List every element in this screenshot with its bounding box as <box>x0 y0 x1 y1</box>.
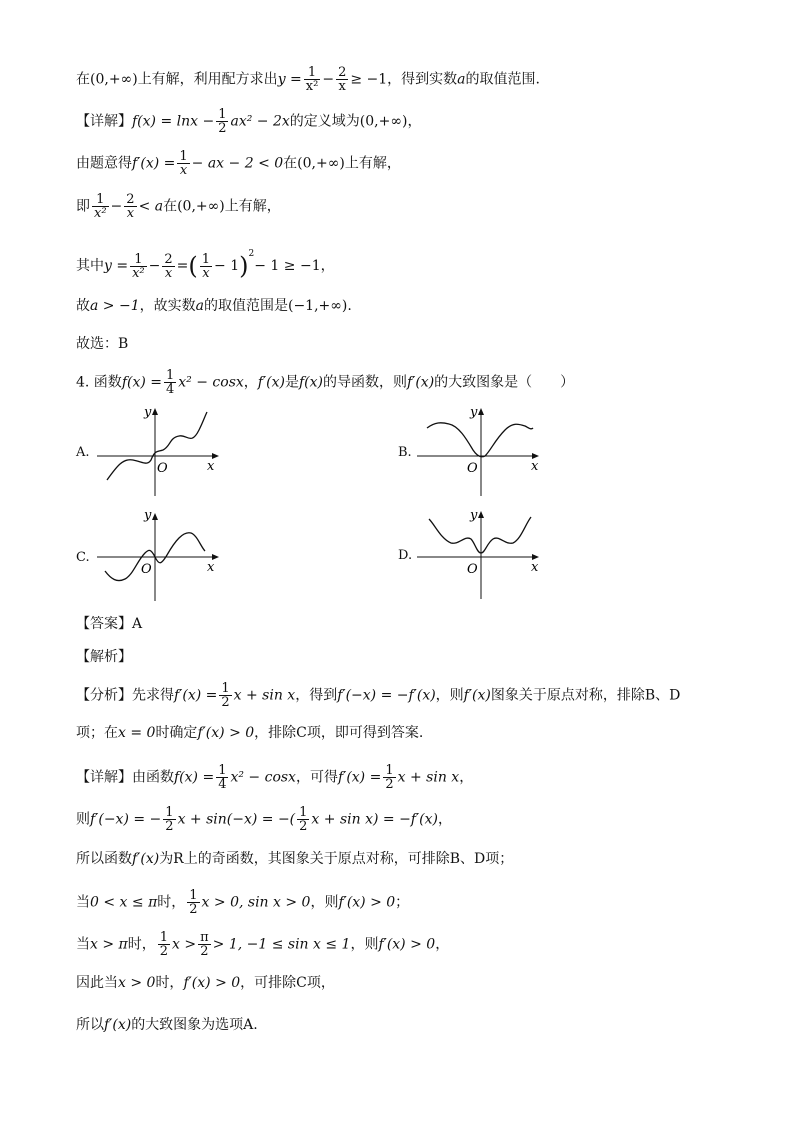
origin-label: O <box>157 461 168 476</box>
y-label: y <box>144 508 152 523</box>
math: x > <box>172 936 197 953</box>
math: − <box>148 258 161 274</box>
x-label: x <box>207 560 215 575</box>
text: 上有解， <box>224 198 281 215</box>
text: ， <box>459 769 474 786</box>
text: ， <box>243 374 258 391</box>
text: 是 <box>284 374 299 391</box>
math: (0,+∞) <box>297 155 345 172</box>
text: 【详解】由函数 <box>76 769 174 786</box>
math: f′(−x) = −f′(x) <box>337 687 436 704</box>
math: 0 < x ≤ π <box>90 894 158 911</box>
math: − 1 <box>214 258 240 274</box>
analysis-text: 【解析】 <box>76 649 132 665</box>
math: x + sin(−x) = −( <box>177 811 296 828</box>
math: f′(x) > 0 <box>338 894 396 911</box>
math: a <box>457 71 466 88</box>
math: y = <box>277 71 302 88</box>
fraction: $\frac{1}{2}$ <box>221 681 230 710</box>
text-line-17 <box>76 973 335 993</box>
final-choice: 故选：B <box>76 336 129 352</box>
origin-label: O <box>467 461 478 476</box>
text: 在 <box>76 71 90 88</box>
math: x > 0, sin x > 0 <box>201 894 311 911</box>
text: 当 <box>76 894 90 911</box>
analysis-heading <box>76 647 132 667</box>
fraction: $\frac{1}{2}$ <box>218 107 227 136</box>
text-line-3 <box>76 150 401 177</box>
text-line-18 <box>76 1015 258 1035</box>
answer-text: 【答案】A <box>76 616 143 632</box>
text: ，则 <box>435 687 464 704</box>
math: x + sin x <box>397 769 460 786</box>
text: 图象关于原点对称，排除B、D <box>490 687 681 704</box>
math: y = <box>104 258 129 274</box>
math: f′(x) = <box>337 769 382 786</box>
fraction: $\frac{1}{\text{x²}}$ <box>94 192 107 221</box>
text: ； <box>395 894 410 911</box>
text: ，可得 <box>295 769 338 786</box>
y-arrow <box>152 408 158 415</box>
math: f′(x) <box>463 687 491 704</box>
x-label: x <box>531 459 539 474</box>
fraction: $\frac{1}{2}$ <box>385 763 394 792</box>
text: 所以函数 <box>76 851 132 867</box>
text: 由题意得 <box>76 155 132 172</box>
option-a-label: A. <box>76 445 90 460</box>
fraction: $\frac{2}{x}$ <box>126 192 135 221</box>
y-arrow <box>478 511 484 518</box>
text-line-16 <box>76 931 449 958</box>
math: f′(x) = <box>132 155 176 172</box>
text: ， <box>437 811 452 828</box>
math: f′(x) <box>406 374 435 391</box>
text: 所以 <box>76 1017 104 1033</box>
fraction: $\frac{1}{2}$ <box>299 805 308 834</box>
fraction: $\frac{1}{4}$ <box>218 763 227 792</box>
text: ，排除C项，即可得到答案. <box>254 725 424 741</box>
text: 上有解，利用配方求出 <box>137 71 278 88</box>
math: − <box>110 198 123 215</box>
text: 时， <box>157 894 186 911</box>
section-tag: 【详解】 <box>76 113 132 130</box>
y-label: y <box>144 405 152 420</box>
math: (0,+∞) <box>359 113 408 130</box>
math: < a <box>138 198 164 215</box>
text-line-14 <box>76 849 513 869</box>
math: f(x) = lnx − <box>132 113 215 130</box>
math: a <box>195 298 204 314</box>
y-arrow <box>478 408 484 415</box>
math: − <box>322 71 335 88</box>
math: f(x) = <box>174 769 215 786</box>
text: ，可排除C项， <box>240 975 335 991</box>
text: 项；在 <box>76 725 118 741</box>
fraction: $\frac{1}{\text{x²}}$ <box>132 251 145 281</box>
fraction: $\frac{1}{x}$ <box>179 149 188 178</box>
text: 其中 <box>76 258 104 274</box>
math: − 1 ≥ −1， <box>254 258 335 274</box>
text: ，得到 <box>295 687 338 704</box>
fraction: $\frac{1}{2}$ <box>189 888 198 917</box>
math: x² − cosx <box>230 769 296 786</box>
text-line-7 <box>76 334 128 354</box>
text: 的定义域为 <box>289 113 360 130</box>
text: 在 <box>163 198 178 215</box>
text-line-13 <box>76 806 452 833</box>
fraction: $\frac{1}{4}$ <box>166 368 175 397</box>
answer-line <box>76 614 142 634</box>
right-paren: ) <box>239 252 249 280</box>
text: 在 <box>283 155 298 172</box>
text: ，则 <box>350 936 379 953</box>
question-4 <box>76 369 574 396</box>
text: 的取值范围. <box>465 71 540 88</box>
option-d-graph <box>415 503 565 603</box>
curve-d <box>429 517 531 553</box>
text-line-11 <box>76 723 423 743</box>
option-b-graph <box>415 400 565 500</box>
left-paren: ( <box>188 252 198 280</box>
text: 当 <box>76 936 90 953</box>
math: x > 0 <box>118 975 156 991</box>
text: ， <box>435 936 450 953</box>
fraction: $\frac{2}{x}$ <box>338 65 347 94</box>
text-line-1 <box>76 66 540 93</box>
math: > 1, −1 ≤ sin x ≤ 1 <box>212 936 351 953</box>
text-line-12 <box>76 764 473 791</box>
fraction: $\frac{1}{x}$ <box>201 251 211 281</box>
text: 时， <box>127 936 156 953</box>
y-arrow <box>152 513 158 520</box>
math: f′(x) > 0 <box>197 725 255 741</box>
math: f′(x) > 0 <box>183 975 241 991</box>
x-label: x <box>531 560 539 575</box>
math: a > −1 <box>90 298 140 314</box>
math: f(x) = <box>121 374 162 391</box>
math: (−1,+∞). <box>287 298 352 314</box>
math: x > π <box>90 936 128 953</box>
math: f′(x) <box>132 851 160 867</box>
math: x + sin x <box>233 687 296 704</box>
math: f′(x) = <box>174 687 218 704</box>
fraction: $\frac{\pi}{2}$ <box>200 930 209 959</box>
text: 时， <box>155 975 184 991</box>
text-line-10 <box>76 682 680 709</box>
text: ，故实数 <box>139 298 196 314</box>
math: f′(x) <box>104 1017 132 1033</box>
text: 时确定 <box>155 725 198 741</box>
math: x + sin x) = −f′(x) <box>311 811 438 828</box>
math: f′(x) > 0 <box>378 936 436 953</box>
origin-label: O <box>467 562 478 577</box>
math: ax² − 2x <box>230 113 290 130</box>
curve-b <box>427 423 533 457</box>
text-line-5 <box>76 244 335 280</box>
math: f′(−x) = − <box>90 811 162 828</box>
text: 的大致图象为选项A. <box>131 1017 258 1033</box>
text: 4. 函数 <box>76 374 122 391</box>
text: ， <box>407 113 422 130</box>
text: 的取值范围是 <box>203 298 288 314</box>
math: (0,+∞) <box>90 71 138 88</box>
y-label: y <box>470 405 478 420</box>
option-c-label: C. <box>76 550 90 565</box>
math: (0,+∞) <box>177 198 225 215</box>
text: 的导函数，则 <box>322 374 407 391</box>
text: 为R上的奇函数，其图象关于原点对称，可排除B、D项； <box>159 851 514 867</box>
fraction: $\frac{1}{2}$ <box>165 805 174 834</box>
text-line-2 <box>76 108 421 135</box>
math: f(x) <box>298 374 323 391</box>
math: x = 0 <box>118 725 156 741</box>
text: 的大致图象是（ ） <box>434 374 575 391</box>
fraction: $\frac{2}{x}$ <box>164 251 173 281</box>
text-line-15 <box>76 889 409 916</box>
text: 故 <box>76 298 90 314</box>
text-line-6 <box>76 296 352 316</box>
option-b-label: B. <box>398 445 412 460</box>
exponent: 2 <box>248 249 255 259</box>
text: 则 <box>76 811 90 828</box>
text: 因此当 <box>76 975 118 991</box>
math: − ax − 2 < 0 <box>191 155 284 172</box>
option-c-graph <box>95 505 235 605</box>
text: 【分析】先求得 <box>76 687 174 704</box>
math: = <box>176 258 189 274</box>
math: x² − cosx <box>178 374 244 391</box>
math: f′(x) <box>257 374 285 391</box>
option-a-graph <box>95 400 235 500</box>
text: ≥ −1，得到实数 <box>350 71 458 88</box>
text: 即 <box>76 198 90 215</box>
option-d-label: D. <box>398 548 413 563</box>
y-label: y <box>470 508 478 523</box>
text: ，则 <box>310 894 339 911</box>
fraction: $\frac{1}{\text{x²}}$ <box>305 65 319 94</box>
origin-label: O <box>141 562 152 577</box>
text-line-4 <box>76 193 281 220</box>
text: 上有解， <box>344 155 401 172</box>
x-label: x <box>207 459 215 474</box>
fraction: $\frac{1}{2}$ <box>159 930 169 959</box>
